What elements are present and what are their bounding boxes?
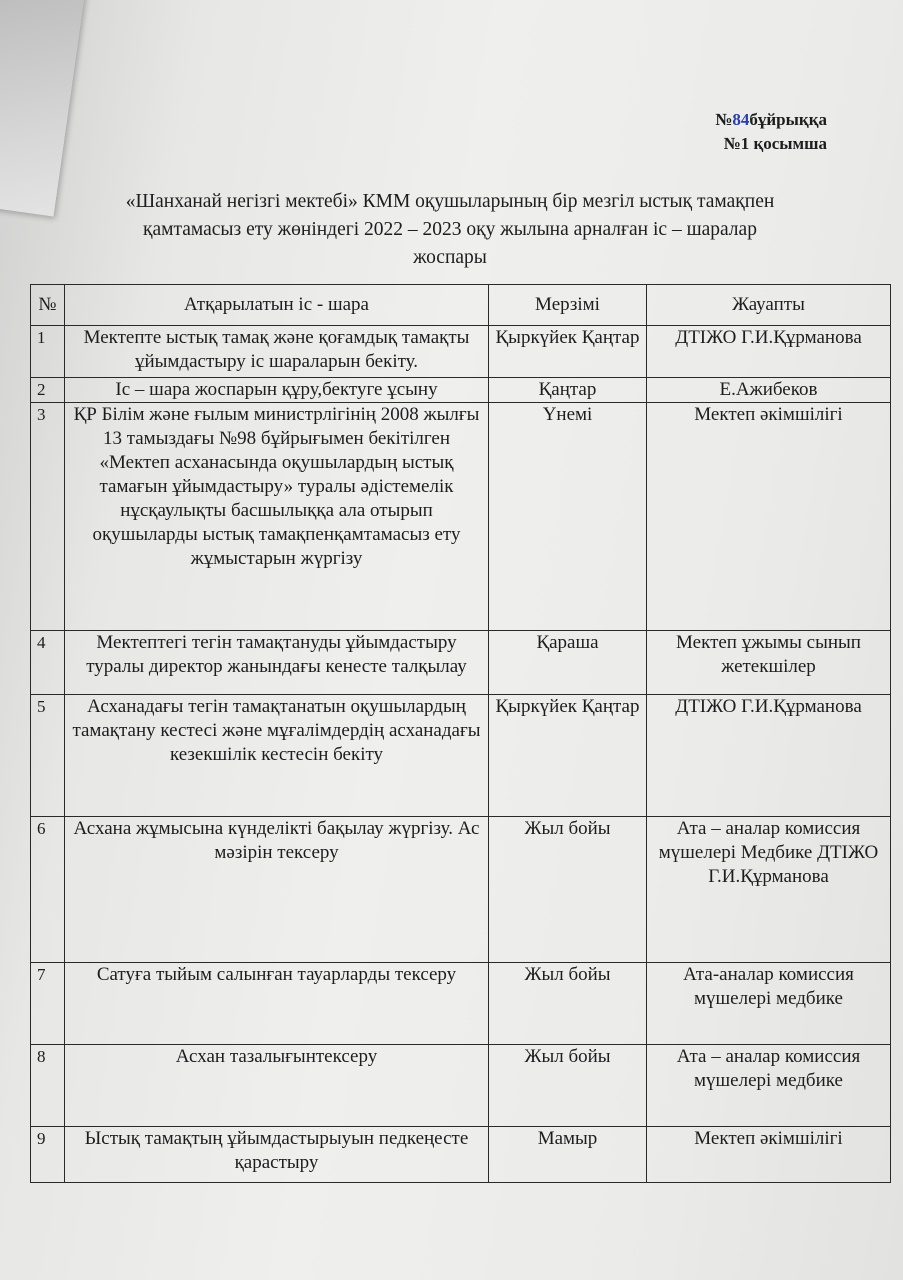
heading-line-2: қамтамасыз ету жөніндегі 2022 – 2023 оқу жылына арналған іс – шаралар: [143, 219, 757, 240]
table-row: [31, 1045, 891, 1127]
cell-task: Асхана жұмысына күнделікті бақылау жүргізу. Ас мәзірін тексеру: [65, 817, 489, 963]
cell-term: Қараша: [489, 631, 647, 695]
heading-line-1: «Шанханай негізгі мектебі» КММ оқушыларының бір мезгіл ыстық тамақпен: [125, 191, 775, 212]
cell-term: Жыл бойы: [489, 1045, 647, 1127]
table-row: [31, 326, 891, 378]
cell-responsible: Мектеп әкімшілігі: [647, 403, 891, 631]
cell-responsible: ДТІЖО Г.И.Құрманова: [647, 695, 891, 817]
cell-task: Ыстық тамақтың ұйымдастырыуын педкеңесте қарастыру: [65, 1127, 489, 1183]
table-row: [31, 403, 891, 631]
cell-number: 8: [31, 1045, 65, 1127]
cell-responsible: Мектеп әкімшілігі: [647, 1127, 891, 1183]
cell-responsible: Мектеп ұжымы сынып жетекшілер: [647, 631, 891, 695]
cell-number: 9: [31, 1127, 65, 1183]
heading-line-3: жоспары: [413, 247, 487, 268]
handwritten-order-number: 84: [732, 110, 750, 129]
cell-term: Жыл бойы: [489, 817, 647, 963]
table-row: [31, 695, 891, 817]
cell-number: 2: [31, 378, 65, 403]
cell-number: 6: [31, 817, 65, 963]
cell-term: Қыркүйек Қаңтар: [489, 695, 647, 817]
table-row: [31, 963, 891, 1045]
plan-table: [30, 284, 891, 1183]
cell-responsible: Ата – аналар комиссия мүшелері Медбике ДТІЖО Г.И.Құрманова: [647, 817, 891, 963]
cell-term: Жыл бойы: [489, 963, 647, 1045]
order-reference-line2: №1 қосымша: [723, 134, 827, 153]
cell-task: Сатуға тыйым салынған тауарларды тексеру: [65, 963, 489, 1045]
header-term: Мерзімі: [489, 285, 647, 326]
cell-number: 4: [31, 631, 65, 695]
cell-responsible: Ата – аналар комиссия мүшелері медбике: [647, 1045, 891, 1127]
table-row: [31, 378, 891, 403]
table-row: [31, 1127, 891, 1183]
order-reference: [715, 108, 827, 156]
header-number: №: [31, 285, 65, 326]
order-reference-line1: №84бұйрыққа: [715, 110, 827, 129]
cell-responsible: ДТІЖО Г.И.Құрманова: [647, 326, 891, 378]
cell-responsible: Ата-аналар комиссия мүшелері медбике: [647, 963, 891, 1045]
cell-task: Асханадағы тегін тамақтанатын оқушылардың тамақтану кестесі және мұғалімдердің асханадағы кезекшілік кестесін бекіту: [65, 695, 489, 817]
cell-number: 3: [31, 403, 65, 631]
header-task: Атқарылатын іс - шара: [65, 285, 489, 326]
cell-term: Мамыр: [489, 1127, 647, 1183]
cell-task: Мектепте ыстық тамақ және қоғамдық тамақты ұйымдастыру іс шараларын бекіту.: [65, 326, 489, 378]
cell-number: 5: [31, 695, 65, 817]
table-row: [31, 631, 891, 695]
cell-term: Қыркүйек Қаңтар: [489, 326, 647, 378]
cell-number: 1: [31, 326, 65, 378]
document-heading: [40, 188, 860, 272]
cell-term: Қаңтар: [489, 378, 647, 403]
cell-responsible: Е.Ажибеков: [647, 378, 891, 403]
table-row: [31, 817, 891, 963]
cell-task: Іс – шара жоспарын құру,бектуге ұсыну: [65, 378, 489, 403]
cell-number: 7: [31, 963, 65, 1045]
cell-task: ҚР Білім және ғылым министрлігінің 2008 жылғы 13 тамыздағы №98 бұйрығымен бекітілген «Мектеп асханасында оқушылардың ыстық тамағын ұйымдастыру» туралы әдістемелік нұсқаулықты басшылыққа ала отырып оқушыларды ыстық тамақпенқамтамасыз ету жұмыстарын жүргізу: [65, 403, 489, 631]
cell-task: Асхан тазалығынтексеру: [65, 1045, 489, 1127]
table-header-row: [31, 285, 891, 326]
cell-task: Мектептегі тегін тамақтануды ұйымдастыру туралы директор жанындағы кенесте талқылау: [65, 631, 489, 695]
header-responsible: Жауапты: [647, 285, 891, 326]
cell-term: Үнемі: [489, 403, 647, 631]
